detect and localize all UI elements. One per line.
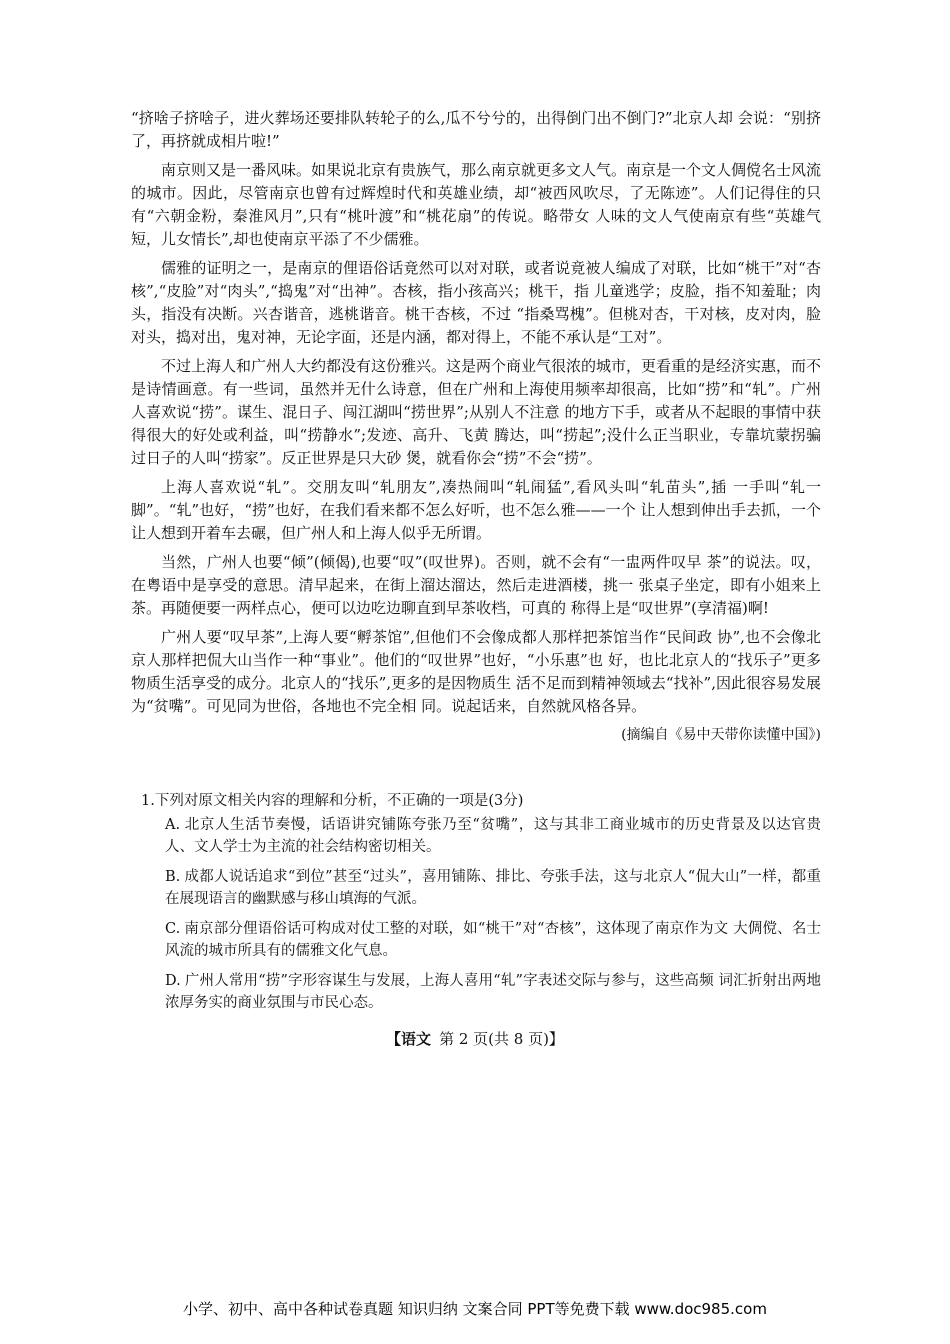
option-label: B. bbox=[165, 869, 181, 885]
paragraph: 广州人要“叹早茶”,上海人要“孵茶馆”,但他们不会像成都人那样把茶馆当作“民间政 协”,也不会像北京人那样把侃大山当作一种“事业”。他们的“叹世界”也好，“小乐惠”也 好，也比北京人的“找乐子”更多物质生活享受的成分。北京人的“找乐”,更多的是因物质生 活不足而到精神领域去“找补”,因此很容易发展为“贫嘴”。可见同为世俗，各地也不完全相 同。说起话来，自然就风格各异。 bbox=[131, 628, 821, 715]
question-block bbox=[141, 790, 821, 1022]
page-footer bbox=[0, 1028, 950, 1049]
download-watermark[interactable]: 小学、初中、高中各种试卷真题 知识归纳 文案合同 PPT等免费下载 www.doc985.com bbox=[183, 1300, 767, 1318]
article-source: (摘编自《易中天带你读懂中国》) bbox=[621, 727, 821, 743]
option-label: A. bbox=[165, 817, 181, 833]
option-text: 广州人常用“捞”字形容谋生与发展，上海人喜用“轧”字表述交际与参与，这些高频 词汇折射出两地浓厚务实的商业氛围与市民心态。 bbox=[165, 973, 821, 1011]
option-a bbox=[165, 814, 821, 858]
page-number: 第 2 页(共 8 页)】 bbox=[439, 1030, 564, 1048]
paragraph: 不过上海人和广州人大约都没有这份雅兴。这是两个商业气很浓的城市，更看重的是经济实惠，而不是诗情画意。有一些词，虽然并无什么诗意，但在广州和上海使用频率却很高，比如“捞”和“轧”。广州人喜欢说“捞”。谋生、混日子、闯江湖叫“捞世界”;从别人不注意 的地方下手，或者从不起眼的事情中获得很大的好处或利益，叫“捞静水”;发迹、高升、飞黄 腾达，叫“捞起”;没什么正当职业，专靠坑蒙拐骗过日子的人叫“捞家”。反正世界是只大砂 煲，就看你会“捞”不会“捞”。 bbox=[131, 357, 822, 467]
question-stem: 1.下列对原文相关内容的理解和分析，不正确的一项是(3分) bbox=[141, 793, 524, 809]
paragraph: 上海人喜欢说“轧”。交朋友叫“轧朋友”,凑热闹叫“轧闹猛”,看风头叫“轧苗头”,插 一手叫“轧一脚”。“轧”也好，“捞”也好，在我们看来都不怎么好听，也不怎么雅——一个 让人想到伸出手去抓，一个让人想到开着车去碾，但广州人和上海人似乎无所谓。 bbox=[131, 478, 821, 542]
paragraph: “挤啥子挤啥子，进火葬场还要排队转轮子的么,瓜不兮兮的，出得倒门出不倒门?”北京人却 会说：“别挤了，再挤就成相片啦!” bbox=[131, 109, 821, 150]
option-text: 北京人生活节奏慢，话语讲究铺陈夸张乃至“贫嘴”，这与其非工商业城市的历史背景及以达官贵人、文人学士为主流的社会结构密切相关。 bbox=[165, 817, 821, 855]
option-label: D. bbox=[165, 973, 181, 989]
article-body bbox=[131, 107, 821, 750]
paragraph: 南京则又是一番风味。如果说北京有贵族气，那么南京就更多文人气。南京是一个文人倜傥名士风流的城市。因此，尽管南京也曾有过辉煌时代和英雄业绩，却“被西风吹尽，了无陈迹”。人们记得住的只有“六朝金粉，秦淮风月”,只有“桃叶渡”和“桃花扇”的传说。略带女 人味的文人气使南京有些“英雄气短，儿女情长”,却也使南京平添了不少儒雅。 bbox=[131, 161, 822, 248]
option-text: 南京部分俚语俗话可构成对仗工整的对联，如“桃干”对“杏核”，这体现了南京作为文 大倜傥、名士风流的城市所具有的儒雅文化气息。 bbox=[165, 921, 821, 959]
option-d bbox=[165, 970, 821, 1014]
option-text: 成都人说话追求“到位”甚至“过头”，喜用铺陈、排比、夸张手法，这与北京人“侃大山”一样，都重在展现语言的幽默感与移山填海的气派。 bbox=[165, 869, 821, 907]
option-label: C. bbox=[165, 921, 181, 937]
subject-label: 【语文 bbox=[386, 1030, 432, 1048]
paragraph: 儒雅的证明之一，是南京的俚语俗话竟然可以对对联，或者说竟被人编成了对联，比如“桃干”对“杏核”,“皮脸”对“肉头”,“捣鬼”对“出神”。杏核，指小孩高兴；桃干，指 儿童逃学；皮脸，指不知羞耻；肉头，指没有决断。兴杏谐音，逃桃谐音。桃干杏核，不过 “指桑骂槐”。但桃对杏，干对核，皮对肉，脸对头，捣对出，鬼对神，无论字面，还是内涵，都对得上，不能不承认是“工对”。 bbox=[131, 259, 821, 346]
option-c bbox=[165, 918, 821, 962]
option-b bbox=[165, 866, 821, 910]
paragraph: 当然，广州人也要“倾”(倾偈),也要“叹”(叹世界)。否则，就不会有“一盅两件叹早 茶”的说法。叹，在粤语中是享受的意思。清早起来，在街上溜达溜达，然后走进酒楼，挑一 张桌子坐定，即有小姐来上茶。再随便要一两样点心，便可以边吃边聊直到早茶收档，可真的 称得上是“叹世界”(享清福)啊! bbox=[131, 553, 821, 617]
